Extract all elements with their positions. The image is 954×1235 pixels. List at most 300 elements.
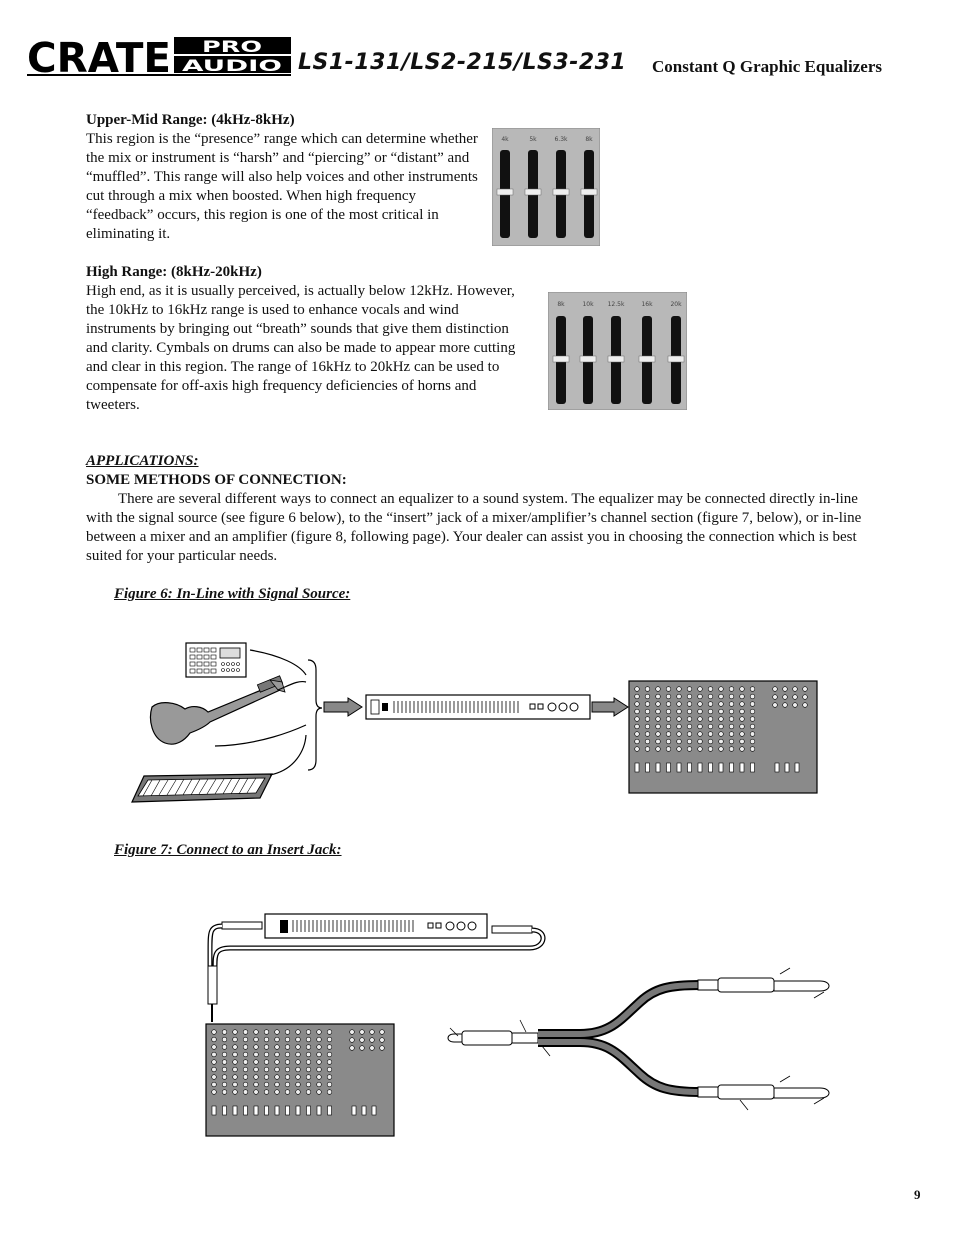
mixer-knob [264,1075,269,1080]
mixer-knob [740,687,745,692]
mixer-knob [783,695,788,700]
mixer-knob [296,1075,301,1080]
mixer-knob [327,1090,332,1095]
mixer-fader [265,1106,269,1115]
mixer-knob [656,717,661,722]
signal-arrow [592,698,628,716]
mixer-knob [645,747,650,752]
mixer-knob [233,1090,238,1095]
figure-6-caption: Figure 6: In-Line with Signal Source: [114,586,351,602]
mixer-knob [740,724,745,729]
mixer-knob [729,739,734,744]
mixer-knob [656,687,661,692]
mixer-knob [803,703,808,708]
mixer-knob [275,1060,280,1065]
mixer-fader [635,763,639,772]
mixer-knob [243,1090,248,1095]
mixer-knob [243,1067,248,1072]
y-insert-cable-illustration [448,968,829,1110]
slider-label: 10k [582,301,594,308]
mixer-knob [783,703,788,708]
mixer-knob [212,1052,217,1057]
mixer-knob [750,717,755,722]
slider-knob [525,189,541,195]
mixer-knob [212,1075,217,1080]
mixer-knob [296,1052,301,1057]
mixer-knob [635,739,640,744]
mixer-knob [729,694,734,699]
mixer-fader [223,1106,227,1115]
mixer-knob [666,709,671,714]
mixer-knob [233,1075,238,1080]
mixer-knob [254,1037,259,1042]
mixer-knob [719,739,724,744]
mixer-knob [750,739,755,744]
mixer-fader [317,1106,321,1115]
applications-heading: APPLICATIONS: [86,453,199,469]
mixer-fader [730,763,734,772]
mixer-knob [708,732,713,737]
mixer-knob [306,1052,311,1057]
mixer-knob [306,1075,311,1080]
mixer-fader [296,1106,300,1115]
slider-label: 4k [501,136,509,143]
mixer-knob [783,687,788,692]
methods-paragraph: There are several different ways to connect an equalizer to a sound system. The equalizer may be connected directly in-line with the signal source (see figure 6 below), to the “insert” jack of a mixer/amplifier’s channel section (figure 7, below), or in-line between a mixer and an amplifier (figure 8, following page). Your dealer can assist you in choosing the connection which is best suited for your particular needs. [86,491,862,564]
mixer-knob [719,709,724,714]
mixer-knob [327,1067,332,1072]
mixer-knob [275,1052,280,1057]
mixer-knob [645,724,650,729]
mixer-knob [687,747,692,752]
mixer-knob [729,702,734,707]
mixer-fader [785,763,789,772]
mixer-knob [698,687,703,692]
mixer-knob [677,739,682,744]
slider-label: 6.3k [554,136,568,143]
figure-7-diagram [200,910,840,1140]
figure-6-diagram [110,630,830,810]
mixer-knob [635,732,640,737]
mixer-knob [645,739,650,744]
mixer-knob [370,1030,375,1035]
slider-knob [497,189,513,195]
mixer-knob [677,702,682,707]
mixer-knob [285,1030,290,1035]
mixer-knob [233,1067,238,1072]
mixer-knob [296,1082,301,1087]
mixer-knob [729,717,734,722]
mixer-knob [296,1090,301,1095]
mixer-fader [352,1106,356,1115]
mixer-knob [687,702,692,707]
mixer-knob [645,694,650,699]
source-brace [308,660,322,770]
mixer-knob [708,717,713,722]
mixer-knob [306,1045,311,1050]
mixer-knob [327,1082,332,1087]
mixer-knob [296,1037,301,1042]
mixer-knob [773,703,778,708]
slider-knob [580,356,596,362]
mixer-illustration [206,1024,394,1136]
mixer-knob [306,1082,311,1087]
figure-7-caption: Figure 7: Connect to an Insert Jack: [114,842,342,858]
mixer-knob [212,1037,217,1042]
mixer-knob [677,747,682,752]
mixer-knob [222,1060,227,1065]
mixer-knob [740,739,745,744]
mixer-knob [793,687,798,692]
mixer-knob [719,747,724,752]
slider-label: 8k [557,301,565,308]
mixer-knob [677,694,682,699]
mixer-knob [380,1046,385,1051]
mixer-fader [212,1106,216,1115]
mixer-knob [708,694,713,699]
mixer-knob [254,1075,259,1080]
mixer-knob [793,695,798,700]
mixer-knob [750,732,755,737]
mixer-knob [327,1045,332,1050]
mixer-fader [775,763,779,772]
mixer-knob [687,694,692,699]
slider-label: 12.5k [607,301,625,308]
mixer-knob [666,687,671,692]
mixer-knob [773,687,778,692]
mixer-fader [233,1106,237,1115]
mixer-knob [719,724,724,729]
mixer-knob [296,1030,301,1035]
crate-pro-audio-logo [27,36,291,78]
mixer-knob [275,1045,280,1050]
mixer-knob [740,709,745,714]
slider-knob [668,356,684,362]
mixer-knob [719,687,724,692]
mixer-knob [708,739,713,744]
mixer-knob [317,1090,322,1095]
slider-knob [553,189,569,195]
mixer-knob [285,1075,290,1080]
mixer-knob [645,717,650,722]
mixer-knob [317,1067,322,1072]
mixer-knob [656,739,661,744]
upper-mid-heading: Upper-Mid Range: (4kHz-8kHz) [86,112,295,128]
mixer-knob [243,1045,248,1050]
mixer-knob [275,1030,280,1035]
mixer-knob [306,1030,311,1035]
mixer-knob [275,1037,280,1042]
mixer-knob [750,694,755,699]
mixer-fader [328,1106,332,1115]
mixer-knob [750,724,755,729]
mixer-knob [254,1067,259,1072]
mixer-fader [740,763,744,772]
mixer-knob [719,694,724,699]
mixer-knob [740,747,745,752]
mixer-fader [362,1106,366,1115]
mixer-knob [264,1067,269,1072]
mixer-knob [317,1052,322,1057]
mixer-knob [677,717,682,722]
electric-guitar-illustration [151,676,285,744]
slider-knob [639,356,655,362]
mixer-knob [708,687,713,692]
mixer-knob [212,1067,217,1072]
mixer-knob [254,1082,259,1087]
mixer-knob [656,732,661,737]
upper-mid-paragraph: This region is the “presence” range which can determine whether the mix or instrument is “harsh” and “piercing” or “distant” and “muffled”. This range will also help voices and other instruments cut through a mix when boosted. When high frequency “feedback” occurs, this region is one of the most critical in eliminating it. [86,131,478,242]
mixer-knob [687,724,692,729]
mixer-knob [635,694,640,699]
mixer-knob [222,1067,227,1072]
methods-heading: SOME METHODS OF CONNECTION: [86,472,347,488]
mixer-knob [698,739,703,744]
mixer-knob [350,1046,355,1051]
mixer-knob [740,717,745,722]
mixer-knob [719,732,724,737]
mixer-knob [698,747,703,752]
mixer-knob [380,1030,385,1035]
mixer-knob [222,1082,227,1087]
mixer-knob [285,1052,290,1057]
mixer-fader [698,763,702,772]
mixer-knob [656,724,661,729]
mixer-knob [296,1067,301,1072]
mixer-knob [212,1090,217,1095]
mixer-knob [306,1060,311,1065]
mixer-knob [708,747,713,752]
mixer-knob [264,1030,269,1035]
mixer-fader [307,1106,311,1115]
mixer-knob [666,747,671,752]
mixer-knob [317,1060,322,1065]
mixer-knob [656,702,661,707]
mixer-knob [666,717,671,722]
mixer-knob [719,702,724,707]
mixer-knob [645,732,650,737]
mixer-illustration [629,681,817,793]
mixer-knob [380,1038,385,1043]
mixer-knob [740,702,745,707]
mixer-knob [233,1082,238,1087]
mixer-knob [243,1060,248,1065]
mixer-fader [719,763,723,772]
mixer-knob [635,702,640,707]
mixer-knob [264,1090,269,1095]
slider-knob [553,356,569,362]
mixer-knob [264,1060,269,1065]
mixer-knob [233,1060,238,1065]
mixer-knob [687,732,692,737]
mixer-knob [222,1052,227,1057]
mixer-knob [360,1046,365,1051]
mixer-knob [708,702,713,707]
mixer-knob [687,739,692,744]
mixer-knob [360,1030,365,1035]
mixer-knob [793,703,798,708]
page-number: 9 [914,1187,921,1202]
mixer-knob [243,1037,248,1042]
keyboard-illustration [132,774,272,802]
mixer-knob [803,695,808,700]
mixer-knob [635,717,640,722]
mixer-knob [708,724,713,729]
mixer-knob [666,732,671,737]
mixer-knob [740,732,745,737]
mixer-knob [698,702,703,707]
mixer-knob [803,687,808,692]
mixer-knob [327,1060,332,1065]
mixer-fader [275,1106,279,1115]
mixer-knob [233,1045,238,1050]
mixer-knob [729,687,734,692]
mixer-knob [327,1037,332,1042]
mixer-knob [677,709,682,714]
slider-label: 20k [670,301,682,308]
mixer-knob [285,1045,290,1050]
mixer-knob [317,1082,322,1087]
mixer-fader [656,763,660,772]
mixer-knob [327,1052,332,1057]
mixer-knob [750,702,755,707]
mixer-fader [254,1106,258,1115]
mixer-knob [264,1045,269,1050]
mixer-knob [645,687,650,692]
mixer-knob [740,694,745,699]
mixer-knob [275,1067,280,1072]
logo-audio-text: AUDIO [182,56,282,75]
mixer-knob [212,1030,217,1035]
mixer-knob [254,1090,259,1095]
mixer-knob [708,709,713,714]
mixer-fader [709,763,713,772]
mixer-knob [285,1082,290,1087]
mixer-knob [729,709,734,714]
mixer-knob [698,709,703,714]
mixer-knob [729,732,734,737]
upper-mid-slider-photo [492,128,600,246]
mixer-fader [667,763,671,772]
mixer-knob [350,1038,355,1043]
slider-knob [608,356,624,362]
mixer-knob [254,1052,259,1057]
mixer-fader [372,1106,376,1115]
mixer-knob [656,747,661,752]
mixer-knob [666,694,671,699]
mixer-knob [222,1030,227,1035]
mixer-knob [370,1038,375,1043]
high-range-paragraph: High end, as it is usually perceived, is actually below 12kHz. However, the 10kHz to 16kHz range is used to enhance vocals and wind instruments by bringing out “breath” sounds that give them distinction and clarity. Cymbals on drums can also be made to appear more cutting and clear in this region. The range of 16kHz to 20kHz can be used to compensate for off-axis high frequency deficiencies of horns and tweeters. [86,283,516,413]
mixer-knob [233,1052,238,1057]
mixer-fader [646,763,650,772]
mixer-knob [264,1052,269,1057]
mixer-knob [296,1045,301,1050]
mixer-knob [306,1067,311,1072]
mixer-knob [687,687,692,692]
slider-label: 8k [585,136,593,143]
mixer-knob [729,724,734,729]
mixer-knob [317,1045,322,1050]
signal-arrow [324,698,362,716]
mixer-knob [750,747,755,752]
mixer-knob [666,702,671,707]
mixer-knob [698,724,703,729]
mixer-knob [729,747,734,752]
mixer-knob [285,1060,290,1065]
mixer-knob [317,1075,322,1080]
mixer-knob [656,709,661,714]
mixer-knob [635,747,640,752]
mixer-fader [286,1106,290,1115]
mixer-knob [254,1030,259,1035]
slider-knob [581,189,597,195]
mixer-knob [370,1046,375,1051]
model-title: LS1-131/LS2-215/LS3-231 [298,50,627,75]
mixer-knob [645,709,650,714]
mixer-knob [275,1075,280,1080]
mixer-knob [285,1037,290,1042]
mixer-fader [688,763,692,772]
mixer-knob [666,724,671,729]
mixer-knob [296,1060,301,1065]
equalizer-unit-illustration [265,914,487,938]
equalizer-unit-illustration [366,695,590,719]
mixer-knob [666,739,671,744]
mixer-knob [635,724,640,729]
mixer-fader [751,763,755,772]
mixer-knob [254,1045,259,1050]
mixer-knob [698,732,703,737]
mixer-knob [645,702,650,707]
mixer-knob [698,717,703,722]
mixer-knob [275,1090,280,1095]
page-subtitle: Constant Q Graphic Equalizers [652,57,882,76]
mixer-knob [350,1030,355,1035]
mixer-knob [264,1037,269,1042]
mixer-knob [222,1090,227,1095]
mixer-knob [243,1052,248,1057]
mixer-knob [677,732,682,737]
mixer-knob [233,1037,238,1042]
mixer-knob [698,694,703,699]
mixer-knob [222,1045,227,1050]
mixer-knob [306,1090,311,1095]
mixer-knob [677,724,682,729]
mixer-knob [212,1082,217,1087]
mixer-knob [656,694,661,699]
mixer-knob [687,709,692,714]
mixer-knob [635,709,640,714]
mixer-knob [243,1030,248,1035]
high-range-slider-photo [548,292,687,410]
mixer-knob [327,1075,332,1080]
drum-machine-illustration [186,643,246,677]
mixer-fader [795,763,799,772]
mixer-knob [317,1030,322,1035]
mixer-knob [243,1075,248,1080]
mixer-fader [677,763,681,772]
mixer-knob [360,1038,365,1043]
logo-pro-text: PRO [202,37,262,56]
mixer-knob [635,687,640,692]
mixer-knob [212,1045,217,1050]
mixer-knob [285,1090,290,1095]
mixer-knob [233,1030,238,1035]
mixer-fader [244,1106,248,1115]
mixer-knob [327,1030,332,1035]
mixer-knob [687,717,692,722]
